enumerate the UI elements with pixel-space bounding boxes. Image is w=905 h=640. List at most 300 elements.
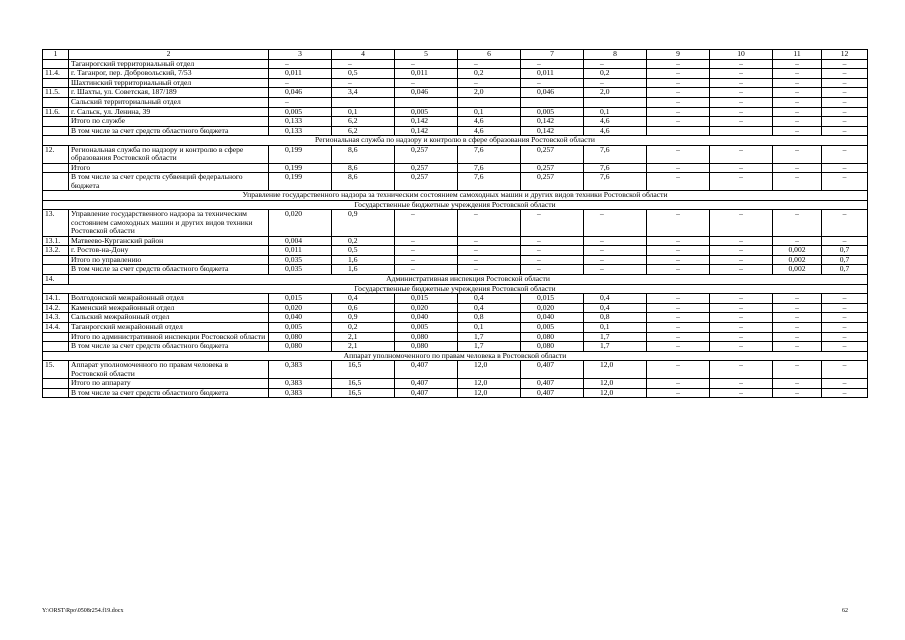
- value-cell: –: [822, 145, 868, 163]
- value-cell: –: [269, 78, 332, 88]
- value-cell: 0,257: [395, 145, 458, 163]
- value-cell: 0,257: [395, 163, 458, 173]
- value-cell: –: [647, 322, 710, 332]
- value-cell: 0,5: [332, 246, 395, 256]
- value-cell: –: [822, 313, 868, 323]
- table-row: [43, 69, 868, 79]
- value-cell: 12,0: [584, 388, 647, 398]
- value-cell: –: [458, 78, 521, 88]
- value-cell: –: [773, 388, 822, 398]
- value-cell: 7,6: [458, 173, 521, 191]
- row-name: Аппарат уполномоченного по правам человека в Ростовской области: [69, 361, 269, 379]
- value-cell: 0,080: [269, 332, 332, 342]
- value-cell: 8,6: [332, 173, 395, 191]
- value-cell: –: [822, 388, 868, 398]
- value-cell: –: [710, 59, 773, 69]
- value-cell: 12,0: [584, 361, 647, 379]
- table-row: [43, 322, 868, 332]
- value-cell: –: [269, 59, 332, 69]
- value-cell: 0,002: [773, 246, 822, 256]
- value-cell: 0,407: [395, 361, 458, 379]
- value-cell: 7,6: [458, 145, 521, 163]
- row-name: г. Ростов-на-Дону: [69, 246, 269, 256]
- value-cell: –: [710, 255, 773, 265]
- value-cell: –: [521, 59, 584, 69]
- value-cell: 8,6: [332, 145, 395, 163]
- row-number: 13.1.: [43, 236, 69, 246]
- value-cell: 0,257: [521, 163, 584, 173]
- value-cell: –: [773, 126, 822, 136]
- value-cell: –: [521, 236, 584, 246]
- value-cell: –: [773, 88, 822, 98]
- table-row: [43, 313, 868, 323]
- value-cell: 16,5: [332, 388, 395, 398]
- value-cell: –: [773, 236, 822, 246]
- value-cell: 0,004: [269, 236, 332, 246]
- value-cell: –: [710, 379, 773, 389]
- column-number-header: 7: [521, 50, 584, 60]
- value-cell: 0,383: [269, 388, 332, 398]
- value-cell: –: [332, 59, 395, 69]
- value-cell: 6,2: [332, 126, 395, 136]
- value-cell: 0,080: [269, 342, 332, 352]
- row-name: Каменский межрайонный отдел: [69, 303, 269, 313]
- value-cell: –: [710, 145, 773, 163]
- value-cell: –: [710, 97, 773, 107]
- column-number-header: 9: [647, 50, 710, 60]
- table-row: [43, 342, 868, 352]
- row-name: В том числе за счет средств областного бюджета: [69, 342, 269, 352]
- value-cell: –: [647, 88, 710, 98]
- value-cell: –: [584, 236, 647, 246]
- row-number: 14.2.: [43, 303, 69, 313]
- value-cell: 0,8: [458, 313, 521, 323]
- value-cell: –: [822, 294, 868, 304]
- row-name: В том числе за счет средств субвенций федерального бюджета: [69, 173, 269, 191]
- value-cell: 12,0: [458, 361, 521, 379]
- value-cell: 0,011: [269, 69, 332, 79]
- value-cell: 0,4: [332, 294, 395, 304]
- value-cell: –: [773, 361, 822, 379]
- footer-file-path: Y:\ORST\Rpo\0508r254.f19.docx: [42, 608, 124, 614]
- value-cell: –: [773, 322, 822, 332]
- value-cell: –: [710, 342, 773, 352]
- value-cell: –: [647, 163, 710, 173]
- value-cell: –: [822, 173, 868, 191]
- table-row: [43, 265, 868, 275]
- value-cell: –: [647, 145, 710, 163]
- value-cell: 0,407: [395, 379, 458, 389]
- row-number: 14.4.: [43, 322, 69, 332]
- row-name: Управление государственного надзора за техническим состоянием самоходных машин и других видов техники Ростовской области: [69, 210, 269, 236]
- value-cell: 0,002: [773, 265, 822, 275]
- value-cell: 1,7: [584, 332, 647, 342]
- value-cell: –: [773, 97, 822, 107]
- value-cell: 0,2: [584, 69, 647, 79]
- table-row: [43, 294, 868, 304]
- value-cell: –: [395, 210, 458, 236]
- value-cell: –: [822, 88, 868, 98]
- table-row: [43, 88, 868, 98]
- value-cell: 1,7: [458, 332, 521, 342]
- value-cell: –: [647, 379, 710, 389]
- value-cell: 0,080: [521, 342, 584, 352]
- value-cell: –: [710, 69, 773, 79]
- value-cell: –: [521, 210, 584, 236]
- value-cell: [395, 97, 458, 107]
- section-heading: Административная инспекция Ростовской области: [69, 274, 868, 284]
- value-cell: 1,6: [332, 255, 395, 265]
- row-number: 14.: [43, 274, 69, 284]
- value-cell: –: [647, 388, 710, 398]
- value-cell: 0,046: [395, 88, 458, 98]
- value-cell: 0,4: [584, 303, 647, 313]
- value-cell: –: [773, 332, 822, 342]
- value-cell: 0,7: [822, 255, 868, 265]
- value-cell: –: [773, 342, 822, 352]
- value-cell: –: [584, 265, 647, 275]
- value-cell: –: [710, 163, 773, 173]
- table-row: [43, 332, 868, 342]
- value-cell: –: [773, 78, 822, 88]
- column-number-header: 1: [43, 50, 69, 60]
- value-cell: 0,4: [458, 303, 521, 313]
- row-name: В том числе за счет средств областного бюджета: [69, 265, 269, 275]
- value-cell: –: [773, 59, 822, 69]
- value-cell: 1,7: [584, 342, 647, 352]
- value-cell: –: [584, 78, 647, 88]
- value-cell: –: [647, 78, 710, 88]
- value-cell: [458, 97, 521, 107]
- value-cell: 7,6: [584, 173, 647, 191]
- row-name: Итого по аппарату: [69, 379, 269, 389]
- value-cell: 0,1: [332, 107, 395, 117]
- value-cell: –: [822, 163, 868, 173]
- value-cell: 0,6: [332, 303, 395, 313]
- value-cell: –: [332, 78, 395, 88]
- table-row: [43, 388, 868, 398]
- value-cell: –: [773, 210, 822, 236]
- value-cell: 0,015: [269, 294, 332, 304]
- value-cell: –: [647, 107, 710, 117]
- table-row: [43, 236, 868, 246]
- value-cell: –: [395, 255, 458, 265]
- value-cell: –: [458, 265, 521, 275]
- table-row: [43, 303, 868, 313]
- value-cell: –: [822, 236, 868, 246]
- table-row: [43, 379, 868, 389]
- value-cell: –: [710, 313, 773, 323]
- value-cell: 0,080: [395, 342, 458, 352]
- value-cell: 0,199: [269, 145, 332, 163]
- value-cell: 0,005: [521, 107, 584, 117]
- value-cell: –: [647, 313, 710, 323]
- column-number-header: 12: [822, 50, 868, 60]
- value-cell: –: [773, 303, 822, 313]
- value-cell: 0,002: [773, 255, 822, 265]
- value-cell: 0,005: [395, 107, 458, 117]
- row-name: г. Сальск, ул. Ленина, 39: [69, 107, 269, 117]
- row-number: [43, 332, 69, 342]
- value-cell: 0,407: [521, 388, 584, 398]
- row-name: В том числе за счет средств областного бюджета: [69, 388, 269, 398]
- value-cell: –: [647, 210, 710, 236]
- value-cell: 7,6: [584, 145, 647, 163]
- row-number: [43, 265, 69, 275]
- row-number: [43, 117, 69, 127]
- value-cell: –: [647, 332, 710, 342]
- section-heading: Государственные бюджетные учреждения Ростовской области: [43, 284, 868, 294]
- value-cell: 7,6: [584, 163, 647, 173]
- value-cell: 0,7: [822, 265, 868, 275]
- value-cell: 0,020: [269, 303, 332, 313]
- value-cell: –: [647, 117, 710, 127]
- value-cell: –: [458, 246, 521, 256]
- row-name: Шахтинский территориальный отдел: [69, 78, 269, 88]
- table-row: [43, 173, 868, 191]
- section-heading: Аппарат уполномоченного по правам человека в Ростовской области: [43, 351, 868, 361]
- value-cell: 0,046: [521, 88, 584, 98]
- row-number: [43, 342, 69, 352]
- value-cell: 2,1: [332, 332, 395, 342]
- row-name: Волгодонской межрайонный отдел: [69, 294, 269, 304]
- value-cell: 0,040: [269, 313, 332, 323]
- value-cell: –: [710, 78, 773, 88]
- value-cell: 0,257: [521, 173, 584, 191]
- value-cell: –: [710, 173, 773, 191]
- row-number: [43, 388, 69, 398]
- table-row: [43, 145, 868, 163]
- value-cell: 0,133: [269, 117, 332, 127]
- value-cell: –: [822, 322, 868, 332]
- value-cell: 3,4: [332, 88, 395, 98]
- value-cell: [521, 97, 584, 107]
- value-cell: –: [710, 265, 773, 275]
- value-cell: [710, 126, 773, 136]
- column-number-header: 6: [458, 50, 521, 60]
- value-cell: –: [647, 246, 710, 256]
- value-cell: –: [773, 145, 822, 163]
- value-cell: –: [395, 236, 458, 246]
- value-cell: –: [710, 294, 773, 304]
- table-row: [43, 97, 868, 107]
- value-cell: –: [710, 107, 773, 117]
- value-cell: –: [647, 265, 710, 275]
- value-cell: –: [710, 246, 773, 256]
- value-cell: –: [710, 88, 773, 98]
- value-cell: –: [269, 97, 332, 107]
- table-row: [43, 210, 868, 236]
- value-cell: –: [395, 246, 458, 256]
- value-cell: –: [822, 126, 868, 136]
- value-cell: –: [647, 236, 710, 246]
- value-cell: –: [647, 59, 710, 69]
- value-cell: –: [822, 117, 868, 127]
- value-cell: –: [773, 313, 822, 323]
- value-cell: 0,257: [521, 145, 584, 163]
- value-cell: 0,005: [269, 322, 332, 332]
- value-cell: 0,035: [269, 265, 332, 275]
- value-cell: 0,7: [822, 246, 868, 256]
- value-cell: 0,040: [395, 313, 458, 323]
- value-cell: 0,407: [521, 379, 584, 389]
- row-number: [43, 126, 69, 136]
- value-cell: –: [773, 117, 822, 127]
- row-number: 11.6.: [43, 107, 69, 117]
- row-name: Итого по службе: [69, 117, 269, 127]
- value-cell: –: [822, 69, 868, 79]
- value-cell: –: [647, 255, 710, 265]
- row-number: 12.: [43, 145, 69, 163]
- value-cell: 1,6: [332, 265, 395, 275]
- row-number: [43, 173, 69, 191]
- value-cell: –: [710, 210, 773, 236]
- table-row: [43, 78, 868, 88]
- value-cell: 0,199: [269, 163, 332, 173]
- row-name: Сальский территориальный отдел: [69, 97, 269, 107]
- value-cell: 0,142: [521, 117, 584, 127]
- table-row: [43, 163, 868, 173]
- value-cell: 0,005: [395, 322, 458, 332]
- row-name: Таганрогский межрайонный отдел: [69, 322, 269, 332]
- value-cell: 12,0: [584, 379, 647, 389]
- value-cell: 0,5: [332, 69, 395, 79]
- value-cell: 4,6: [458, 117, 521, 127]
- section-heading-row: [43, 136, 868, 146]
- value-cell: –: [647, 69, 710, 79]
- column-number-header: 3: [269, 50, 332, 60]
- value-cell: 0,4: [458, 294, 521, 304]
- value-cell: 0,199: [269, 173, 332, 191]
- value-cell: 4,6: [584, 117, 647, 127]
- value-cell: 16,5: [332, 361, 395, 379]
- value-cell: –: [395, 265, 458, 275]
- value-cell: [584, 97, 647, 107]
- value-cell: 0,040: [521, 313, 584, 323]
- value-cell: –: [584, 255, 647, 265]
- value-cell: 0,2: [458, 69, 521, 79]
- table-row: [43, 107, 868, 117]
- value-cell: 0,1: [458, 322, 521, 332]
- value-cell: –: [773, 163, 822, 173]
- value-cell: –: [647, 303, 710, 313]
- value-cell: –: [822, 59, 868, 69]
- value-cell: –: [710, 388, 773, 398]
- value-cell: 0,4: [584, 294, 647, 304]
- row-number: [43, 97, 69, 107]
- value-cell: –: [710, 332, 773, 342]
- row-number: 11.5.: [43, 88, 69, 98]
- row-number: [43, 379, 69, 389]
- value-cell: –: [822, 210, 868, 236]
- value-cell: 0,142: [395, 117, 458, 127]
- value-cell: –: [710, 303, 773, 313]
- value-cell: 2,0: [584, 88, 647, 98]
- row-name: Итого по административной инспекции Ростовской области: [69, 332, 269, 342]
- value-cell: –: [822, 303, 868, 313]
- data-table: [42, 49, 868, 398]
- value-cell: 2,1: [332, 342, 395, 352]
- row-name: Региональная служба по надзору и контролю в сфере образования Ростовской области: [69, 145, 269, 163]
- table-row: [43, 361, 868, 379]
- value-cell: 0,1: [584, 107, 647, 117]
- row-number: [43, 59, 69, 69]
- value-cell: [332, 97, 395, 107]
- value-cell: 0,142: [395, 126, 458, 136]
- row-name: Таганрогский территориальный отдел: [69, 59, 269, 69]
- value-cell: 7,6: [458, 163, 521, 173]
- value-cell: –: [647, 97, 710, 107]
- column-number-header: 10: [710, 50, 773, 60]
- row-number: 14.1.: [43, 294, 69, 304]
- value-cell: –: [822, 379, 868, 389]
- value-cell: –: [822, 332, 868, 342]
- value-cell: –: [458, 255, 521, 265]
- value-cell: 0,1: [584, 322, 647, 332]
- value-cell: 0,035: [269, 255, 332, 265]
- section-heading: Управление государственного надзора за техническим состоянием самоходных машин и других видов техники Ростовской области: [43, 191, 868, 201]
- value-cell: 0,9: [332, 313, 395, 323]
- value-cell: –: [647, 361, 710, 379]
- value-cell: –: [773, 69, 822, 79]
- value-cell: –: [822, 361, 868, 379]
- column-number-header: 8: [584, 50, 647, 60]
- value-cell: 0,005: [269, 107, 332, 117]
- row-name: г. Шахты, ул. Советская, 187/189: [69, 88, 269, 98]
- row-number: 14.3.: [43, 313, 69, 323]
- value-cell: –: [395, 59, 458, 69]
- value-cell: –: [710, 322, 773, 332]
- value-cell: 12,0: [458, 379, 521, 389]
- value-cell: –: [458, 59, 521, 69]
- section-heading-row: [43, 191, 868, 201]
- value-cell: 0,9: [332, 210, 395, 236]
- value-cell: –: [584, 210, 647, 236]
- value-cell: 1,7: [458, 342, 521, 352]
- value-cell: 4,6: [584, 126, 647, 136]
- table-row: [43, 126, 868, 136]
- column-number-header: 11: [773, 50, 822, 60]
- value-cell: 0,407: [395, 388, 458, 398]
- value-cell: –: [710, 117, 773, 127]
- value-cell: –: [395, 78, 458, 88]
- value-cell: 0,383: [269, 379, 332, 389]
- row-name: Итого: [69, 163, 269, 173]
- row-name: Матвеево-Курганский район: [69, 236, 269, 246]
- value-cell: 0,8: [584, 313, 647, 323]
- value-cell: –: [584, 59, 647, 69]
- column-number-header: 4: [332, 50, 395, 60]
- value-cell: –: [521, 246, 584, 256]
- value-cell: 0,080: [521, 332, 584, 342]
- row-name: В том числе за счет средств областного бюджета: [69, 126, 269, 136]
- row-number: 11.4.: [43, 69, 69, 79]
- table-row: [43, 117, 868, 127]
- value-cell: 8,6: [332, 163, 395, 173]
- table-row: [43, 246, 868, 256]
- value-cell: –: [647, 294, 710, 304]
- value-cell: –: [773, 379, 822, 389]
- row-number: [43, 163, 69, 173]
- value-cell: –: [773, 294, 822, 304]
- value-cell: 0,015: [395, 294, 458, 304]
- value-cell: –: [584, 246, 647, 256]
- row-number: [43, 255, 69, 265]
- value-cell: 0,133: [269, 126, 332, 136]
- section-heading-row: [43, 274, 868, 284]
- value-cell: –: [521, 265, 584, 275]
- value-cell: –: [521, 78, 584, 88]
